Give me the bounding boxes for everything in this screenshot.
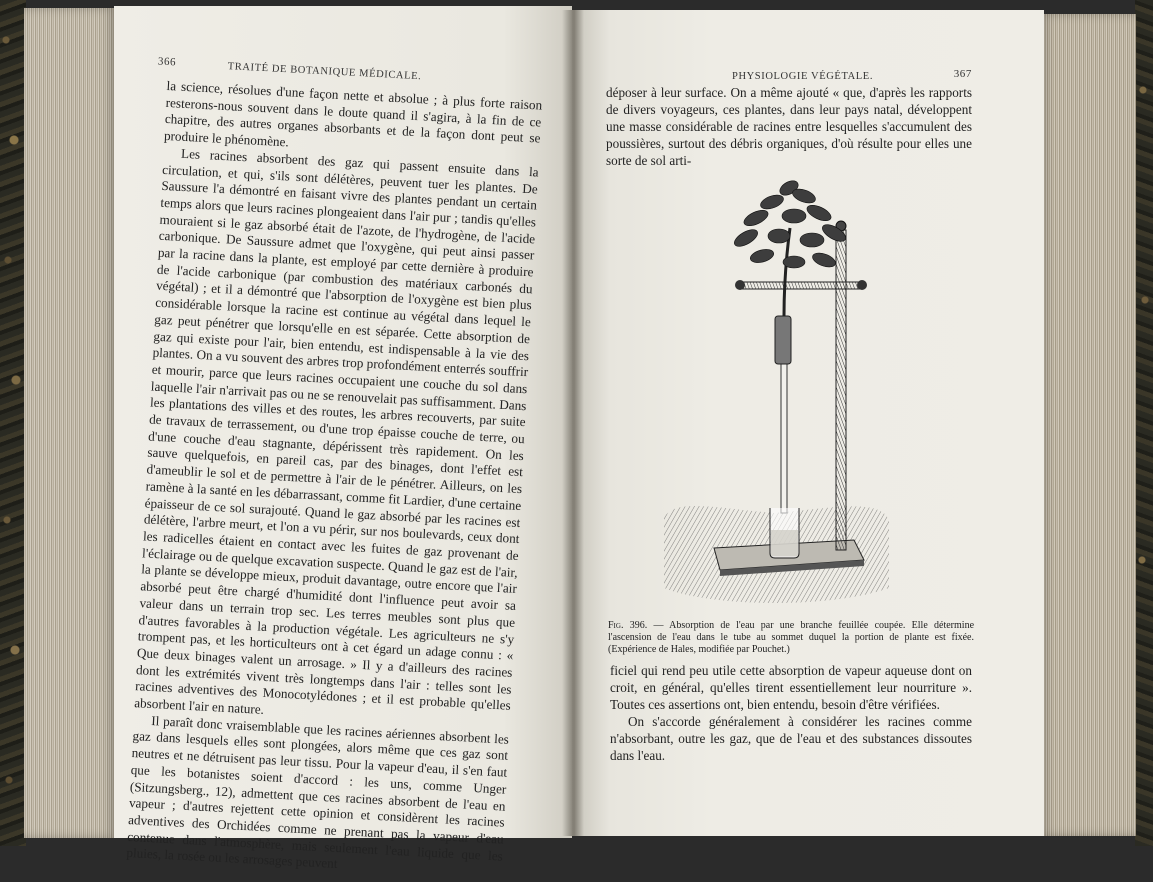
paragraph: Les racines absorbent des gaz qui passent ensuite dans la circulation, et qui, s'ils sont délétères, peuvent tuer les plantes. De Saussure l'a démontré en faisant vivre des plantes pendant un certain temps alors que leurs racines plongeaient dans l'air pur ; tandis qu'elles mouraient si le gaz absorbé était de l'azote, de l'hydrogène, de l'acide carbonique. De Saussure admet que l'oxygène, qui peut ainsi passer par la racine dans la plante, est employé par cette dernière à produire de l'acide carbonique (par combustion des matériaux carbonés du végétal) ; et il a démontré que l'absorption de l'oxygène est bien plus considérable lorsque la racine est continue au végétal dans lequel le gaz peut pénétrer que lorsqu'elle en est séparée. Cette absorption de gaz qui existe pour l'air, bien entendu, est indispensable à la vie des plantes. On a vu souvent des arbres trop profondément enterrés souffrir et mourir, parce que leurs racines occupaient une couche du sol dans laquelle l'air n'arrivait pas ou ne se renouvelait pas suffisamment. Dans les plantations des villes et des routes, les arbres recouverts, par suite de travaux de terrassement, ou d'une trop épaisse couche de terre, ou d'une couche d'eau stagnante, dépérissent très rapidement. On les sauve quelquefois, en pareil cas, par des binages, dont l'effet est d'ameublir le sol et de permettre à l'air de le pénétrer. Ailleurs, on les ramène à la santé en les débarrassant, comme fit Lardier, d'une certaine épaisseur de ce sol surajouté. Quand le gaz absorbé par les racines est délétère, l'arbre meurt, et l'on a vu périr, sur nos boulevards, ceux dont les radicelles étaient en contact avec les fuites de gaz provenant de l'éclairage ou de quelque excavation suspecte. Quand le gaz est de l'air, la plante se développe mieux, produit davantage, outre encore que l'air absorbé peut être chargé d'humidité dont l'influence peut avoir sa valeur dans un terrain trop sec. Les terres meubles sont plus que d'autres favorables à la production végétale. Les agriculteurs ne s'y trompent pas, et les horticulteurs ont à cet égard un adage connu : « Que deux binages valent un arrosage. » Il y a d'ailleurs des racines dont les extrémités vivent très longtemps dans l'air : telles sont les racines adventives des Monocotylédones ; et il est probable qu'elles absorbent l'air en nature. (133, 145, 540, 717)
right-running-head (606, 60, 972, 84)
figure-caption-text: — Absorption de l'eau par une branche feuillée coupée. Elle détermine l'ascension de l'eau dans le tube au sommet duquel la portion de plante est fixée. (Expérience de Hales, modifiée par Pouchet.) (608, 620, 975, 655)
paragraph: la science, résolues d'une façon nette et absolue ; à plus forte raison resterons-nous souvent dans le doute quand il s'agira, à la fin de ce chapitre, des autres organes absorbants et de la façon dont peut se produire le phénomène. (163, 77, 543, 150)
paragraph: On s'accorde généralement à considérer les racines comme n'absorbant, outre les gaz, que de l'eau et des substances dissoutes dans l'eau. (610, 714, 972, 763)
page-stack-right (1040, 14, 1136, 836)
cover-marbled-right (1135, 0, 1153, 846)
right-page-bottom-text (610, 662, 972, 764)
left-running-title: TRAITÉ DE BOTANIQUE MÉDICALE. (227, 61, 422, 83)
right-running-title: PHYSIOLOGIE VÉGÉTALE. (732, 71, 874, 82)
paragraph: déposer à leur surface. On a même ajouté « que, d'après les rapports de divers voyageurs, ces plantes, dans leur pays natal, développent une masse considérable de racines entre lesquelles s'accumulent des poussières, surtout des débris organiques, d'où résulte pour elles une sorte de sol arti- (606, 85, 972, 168)
paragraph: Il paraît donc vraisemblable que les racines aériennes absorbent les gaz dans lesquels elles sont plongées, alors même que ces gaz sont neutres et ne détruisent pas leur tissu. Pour la vapeur d'eau, il s'en faut que les botanistes soient d'accord : les uns, comme Unger (Sitzungsberg., 12), admettent que ces racines absorbent de l'eau en vapeur ; d'autres rejettent cette opinion et considèrent les racines adventives des Orchidées comme ne prenant pas la vapeur d'eau contenue dans l'atmosphère, mais seulement l'eau liquide que les pluies, la rosée ou les arrosages peuvent (126, 712, 510, 872)
paragraph: ficiel qui rend peu utile cette absorption de vapeur aqueuse dont on croit, en général, qu'elles tirent essentiellement leur nourriture ». Toutes ces assertions ont, bien entendu, besoin d'être vérifiées. (610, 663, 972, 712)
left-page-text (126, 55, 544, 882)
cover-marbled-left (0, 0, 26, 846)
figure-hales-experiment (654, 168, 894, 608)
left-page-number: 366 (157, 55, 177, 69)
figure-label: Fig. 396. (608, 620, 648, 631)
page-stack-left (24, 8, 116, 838)
figure-caption (608, 620, 974, 656)
right-page-text (606, 60, 972, 169)
right-page-number: 367 (953, 68, 972, 80)
book-gutter (562, 10, 584, 836)
plant-apparatus-illustration (654, 168, 894, 608)
